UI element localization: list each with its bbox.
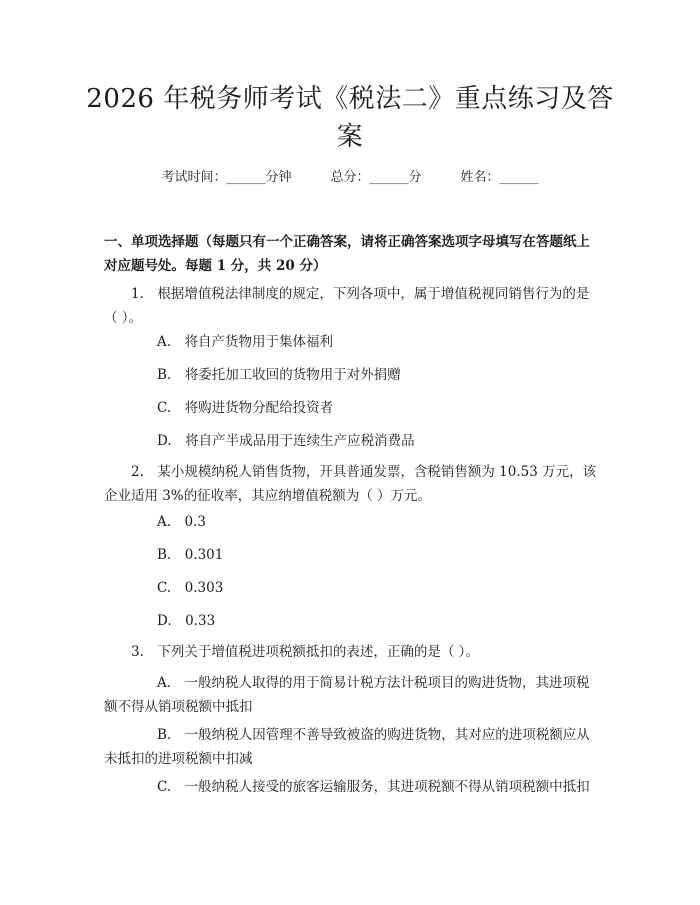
section-heading: 一、单项选择题（每题只有一个正确答案，请将正确答案选项字母填写在答题纸上对应题号处。每题 1 分，共 20 分） xyxy=(104,234,590,274)
question-stem: 2. 某小规模纳税人销售货物，开具普通发票，含税销售额为 10.53 万元，该企业适用 3%的征收率，其应纳增值税额为（ ）万元。 xyxy=(104,464,597,504)
question-stem: 3. 下列关于增值税进项税额抵扣的表述，正确的是（ ）。 xyxy=(131,644,479,660)
question-option: D. 0.33 xyxy=(157,613,216,629)
question-option: C. 0.303 xyxy=(157,580,224,596)
question-option: C. 一般纳税人接受的旅客运输服务，其进项税额不得从销项税额中抵扣 xyxy=(157,779,590,795)
question-option: A. 0.3 xyxy=(157,514,207,530)
question-option: C. 将购进货物分配给投资者 xyxy=(157,400,334,416)
question-option: A. 将自产货物用于集体福利 xyxy=(157,334,334,350)
question-option: A. 一般纳税人取得的用于简易计税方法计税项目的购进货物，其进项税额不得从销项税额中抵扣 xyxy=(104,675,590,715)
question-option: B. 将委托加工收回的货物用于对外捐赠 xyxy=(157,367,401,383)
question-stem: 1. 根据增值税法律制度的规定，下列各项中，属于增值税视同销售行为的是（ ）。 xyxy=(104,286,590,326)
question-option: B. 一般纳税人因管理不善导致被盗的购进货物，其对应的进项税额应从未抵扣的进项税额中扣减 xyxy=(104,727,590,767)
total-score-field: 总分：______分 xyxy=(330,170,422,185)
document-title: 2026 年税务师考试《税法二》重点练习及答案 xyxy=(86,84,614,152)
exam-time-field: 考试时间：______分钟 xyxy=(161,170,292,185)
question-option: B. 0.301 xyxy=(157,547,224,563)
exam-meta-line xyxy=(0,168,700,188)
question-option: D. 将自产半成品用于连续生产应税消费品 xyxy=(157,433,415,449)
candidate-name-field: 姓名：______ xyxy=(460,170,539,185)
